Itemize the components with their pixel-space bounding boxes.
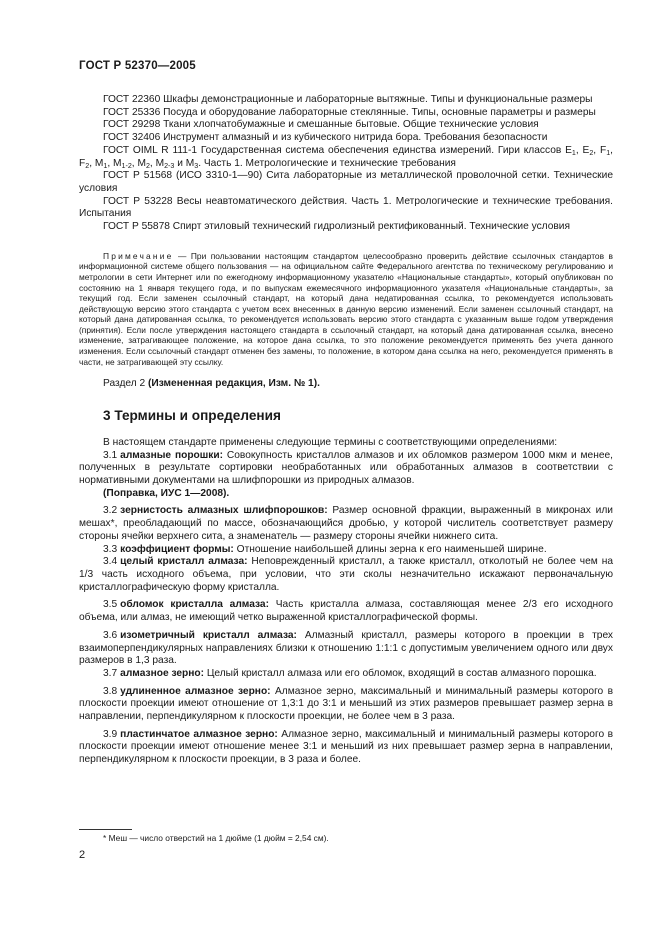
note-label: Примечание	[103, 250, 174, 261]
term-3-2: 3.2 зернистость алмазных шлифпорошков: Размер основной фракции, выраженный в микронах или мешах*, преобладающий по массе, обозначающийся дробью, у которой числитель соответствует размеру стороны ячейки верхнего сита, а знаменатель — размеру стороны ячейки нижнего сита.	[79, 505, 613, 542]
ref-item: ГОСТ Р 55878 Спирт этиловый технический гидролизный ректификованный. Технические условия	[103, 221, 571, 233]
note-paragraph	[79, 251, 613, 368]
page-number: 2	[79, 849, 86, 861]
term-3-8: 3.8 удлиненное алмазное зерно: Алмазное зерно, максимальный и минимальный размеры которого в плоскости проекции имеют отношение от 1,3:1 до 3:1 и меньший из этих размеров превышает размер зерна в направлении, перпендикулярном к плоскости проекции, не более чем в 3 раза.	[79, 685, 614, 723]
ref-item: ГОСТ Р 51568 (ИСО 3310-1—90) Сита лабораторные из металлической проволочной сетки. Технические условия	[79, 170, 613, 194]
ref-item-oiml: ГОСТ OIML R 111-1 Государственная система обеспечения единства измерений. Гири классов $E_1$, $E_2$, $F_1$, $F_2$, $M_1$, $M_{1-2}$, $M_2$, $M_{2-3}$ и $M_3$. Часть 1. Метрологические и технические требования	[79, 144, 613, 170]
term-3-1: 3.1 алмазные порошки: Совокупность кристаллов алмазов и их обломков размером 1000 мкм и менее, полученных в результате сортировки необработанных или обработанных алмазов в соответствии с нормативными документами на шлифпорошки из природных алмазов.	[79, 449, 614, 487]
ref-item: ГОСТ Р 53228 Весы неавтоматического действия. Часть 1. Метрологические и технические требования. Испытания	[79, 195, 613, 220]
term-3-7: 3.7 алмазное зерно: Целый кристалл алмаза или его обломок, входящий в состав алмазного порошка.	[103, 667, 597, 679]
term-3-6: 3.6 изометричный кристалл алмаза: Алмазный кристалл, размеры которого в проекции в трех взаимоперпендикулярных направлениях близки к отношению 1:1:1 с допустимым увеличением одного или двух размеров в 1,3 раза.	[79, 629, 613, 667]
note-text: — При пользовании настоящим стандартом целесообразно проверить действие ссылочных стандартов в информационной системе общего пользования — на официальном сайте Федерального агентства по техническому регулированию и метрологии в сети Интернет или по ежегодному информационному указателю «Национальные стандарты», который опубликован по состоянию на 1 января текущего года, и по выпускам ежемесячного информационного указателя «Национальные стандарты», за текущий год. Если заменен ссылочный стандарт, на который дана недатированная ссылка, то рекомендуется использовать действующую версию этого стандарта с учетом всех внесенных в данную версию изменений. Если заменен ссылочный стандарт, на который дана датированная ссылка, то рекомендуется использовать версию этого стандарта с указанным выше годом утверждения (принятия). Если после утверждения настоящего стандарта в ссылочный стандарт, на который дана датированная ссылка, внесено изменение, затрагивающее положение, на которое дана ссылка, то это положение рекомендуется применять без учета данного изменения. Если ссылочный стандарт отменен без замены, то положение, в котором дана ссылка на него, рекомендуется применять в части, не затрагивающей эту ссылку.	[79, 250, 614, 367]
footnote: * Меш — число отверстий на 1 дюйме (1 дюйм = 2,54 см).	[103, 833, 329, 843]
term-3-4: 3.4 целый кристалл алмаза: Неповрежденный кристалл, а также кристалл, отколотый не более чем на 1/3 часть исходного объема, при условии, что эти сколы незначительно искажают первоначальную кристаллографическую форму кристалла.	[79, 556, 613, 593]
section2-change: Раздел 2 (Измененная редакция, Изм. № 1).	[103, 378, 320, 390]
ref-item: ГОСТ 29298 Ткани хлопчатобумажные и смешанные бытовые. Общие технические условия	[103, 119, 539, 131]
term-3-3: 3.3 коэффициент формы: Отношение наибольшей длины зерна к его наименьшей ширине.	[103, 543, 547, 555]
ref-item: ГОСТ 25336 Посуда и оборудование лабораторные стеклянные. Типы, основные параметры и размеры	[103, 106, 596, 118]
term-3-9: 3.9 пластинчатое алмазное зерно: Алмазное зерно, максимальный и минимальный размеры которого в плоскости проекции имеют отношение менее 3:1 и меньший из них превышает размер зерна в направлении, перпендикулярном к плоскости проекции, в 3 раза и более.	[79, 728, 613, 766]
section3-title: 3 Термины и определения	[103, 407, 281, 423]
amendment-3-1: (Поправка, ИУС 1—2008).	[103, 487, 230, 499]
doc-header: ГОСТ Р 52370—2005	[79, 60, 196, 72]
footnote-divider	[79, 829, 132, 830]
section3-intro: В настоящем стандарте применены следующие термины с соответствующими определениями:	[103, 436, 558, 448]
term-3-5: 3.5 обломок кристалла алмаза: Часть кристалла алмаза, составляющая менее 2/3 его исходного объема, или алмаз, не имеющий четко выраженной кристаллографической формы.	[79, 599, 614, 624]
ref-item: ГОСТ 32406 Инструмент алмазный и из кубического нитрида бора. Требования безопасности	[103, 132, 548, 144]
page-body	[79, 94, 613, 767]
ref-item: ГОСТ 22360 Шкафы демонстрационные и лабораторные вытяжные. Типы и функциональные размеры	[103, 94, 593, 105]
